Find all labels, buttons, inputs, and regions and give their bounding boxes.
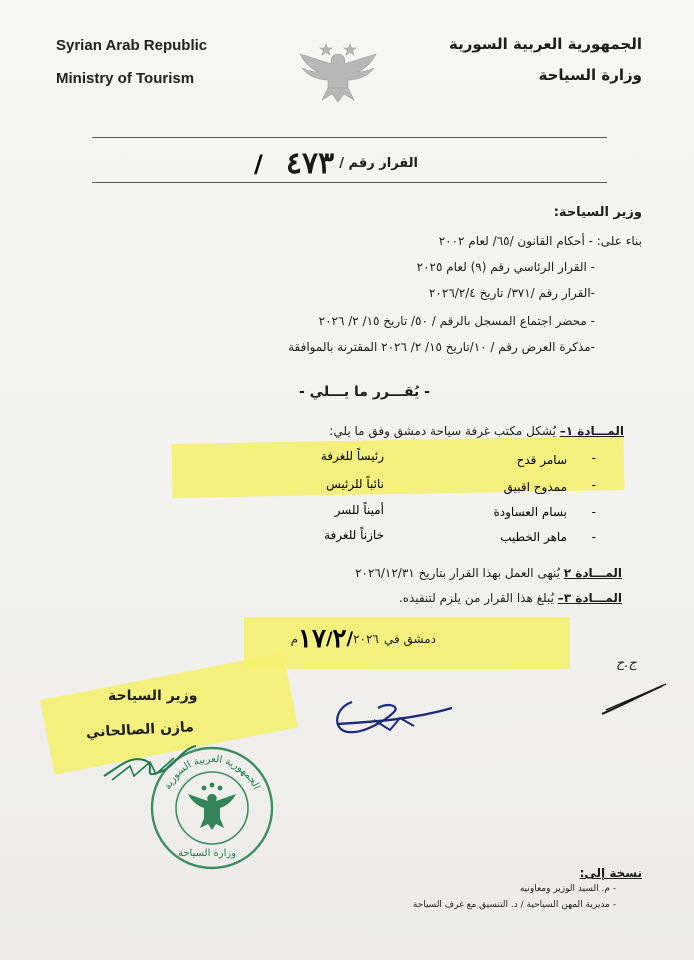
reference-law: بناء على: - أحكام القانون /٦٥/ لعام ٢٠٠٢: [438, 234, 642, 248]
member-dash: -: [591, 505, 596, 519]
article-3-label: المـــادة ٣–: [557, 591, 622, 605]
decision-label: القرار رقم /: [339, 156, 418, 171]
member-role: رئيساً للغرفة: [320, 449, 384, 463]
member-name: ماهر الخطيب: [500, 530, 567, 544]
date-sep: /: [325, 628, 333, 650]
signature-title: وزير السياحة: [108, 688, 198, 704]
initials-mark: ج.ح: [616, 656, 637, 671]
reference-item: - القرار الرئاسي رقم (٩) لعام ٢٠٢٥: [416, 260, 595, 274]
minister-heading: وزير السياحة:: [553, 205, 642, 220]
article-3: [399, 591, 622, 605]
article-2-text: يُنهى العمل بهذا القرار بتاريخ ٢٠٢٦/١٢/٣١: [355, 566, 560, 580]
date-day: ١٧: [298, 624, 326, 654]
header-en-republic: Syrian Arab Republic: [56, 37, 208, 54]
ministry-stamp: [148, 744, 276, 872]
reference-item: - محضر اجتماع المسجل بالرقم / ٥٠/ تاريخ ١٥/ ٢/ ٢٠٢٦: [318, 314, 595, 328]
stamp-ring-text: الجمهورية العربية السورية: [162, 753, 262, 792]
member-role: أميناً للسر: [334, 503, 384, 517]
minister-signature-icon: [330, 690, 460, 750]
copy-to-item: - مديرية المهن السياحية / د. التنسيق مع غرف السياحة: [412, 900, 616, 910]
article-1-text: يُشكل مكتب غرفة سياحة دمشق وفق ما يلي:: [329, 424, 556, 438]
date-sep: /: [346, 628, 354, 650]
header-ar-republic: الجمهورية العربية السورية: [449, 35, 642, 53]
member-dash: -: [591, 530, 596, 544]
copy-to-item: - م. السيد الوزير ومعاونيه: [519, 884, 616, 894]
member-role: خازناً للغرفة: [324, 528, 384, 542]
paraph-stroke-icon: [600, 680, 670, 720]
reference-item: -مذكرة العرض رقم / ١٠/تاريخ ١٥/ ٢/ ٢٠٢٦ المقترنة بالموافقة: [288, 340, 595, 354]
article-1-label: المـــادة ١–: [559, 424, 624, 438]
date-year: ٢٠٢٦م: [290, 632, 379, 646]
member-name: سامر قدح: [516, 453, 567, 467]
stamp-bottom-text: وزارة السياحة: [178, 848, 237, 859]
member-name: ممدوح اقبيق: [503, 480, 567, 494]
member-name: بسام العساودة: [493, 505, 567, 519]
copy-to-label: نسخة إلى:: [579, 866, 642, 880]
decision-slash: /: [253, 149, 263, 178]
header-ar-ministry: وزارة السياحة: [538, 66, 642, 84]
decision-number: ٤٧٣: [285, 146, 335, 181]
article-3-text: يُبلغ هذا القرار من يلزم لتنفيذه.: [398, 591, 554, 605]
member-dash: -: [591, 478, 596, 492]
member-dash: -: [591, 451, 596, 465]
date-month: ٢: [332, 624, 347, 654]
header-en-ministry: Ministry of Tourism: [56, 70, 195, 87]
article-2: [355, 566, 622, 580]
date-prefix: دمشق في: [383, 632, 436, 646]
reference-item: -القرار رقم /٣٧١/ تاريخ ٢٠٢٦/٢/٤: [428, 286, 595, 300]
member-role: نائباً للرئيس: [326, 477, 384, 491]
signature-name: مازن الصالحاني: [85, 719, 195, 741]
decides-heading: - يُقـــرر ما يـــلي -: [299, 384, 430, 400]
article-2-label: المـــادة ٢: [563, 566, 622, 580]
date-line: [291, 624, 436, 654]
